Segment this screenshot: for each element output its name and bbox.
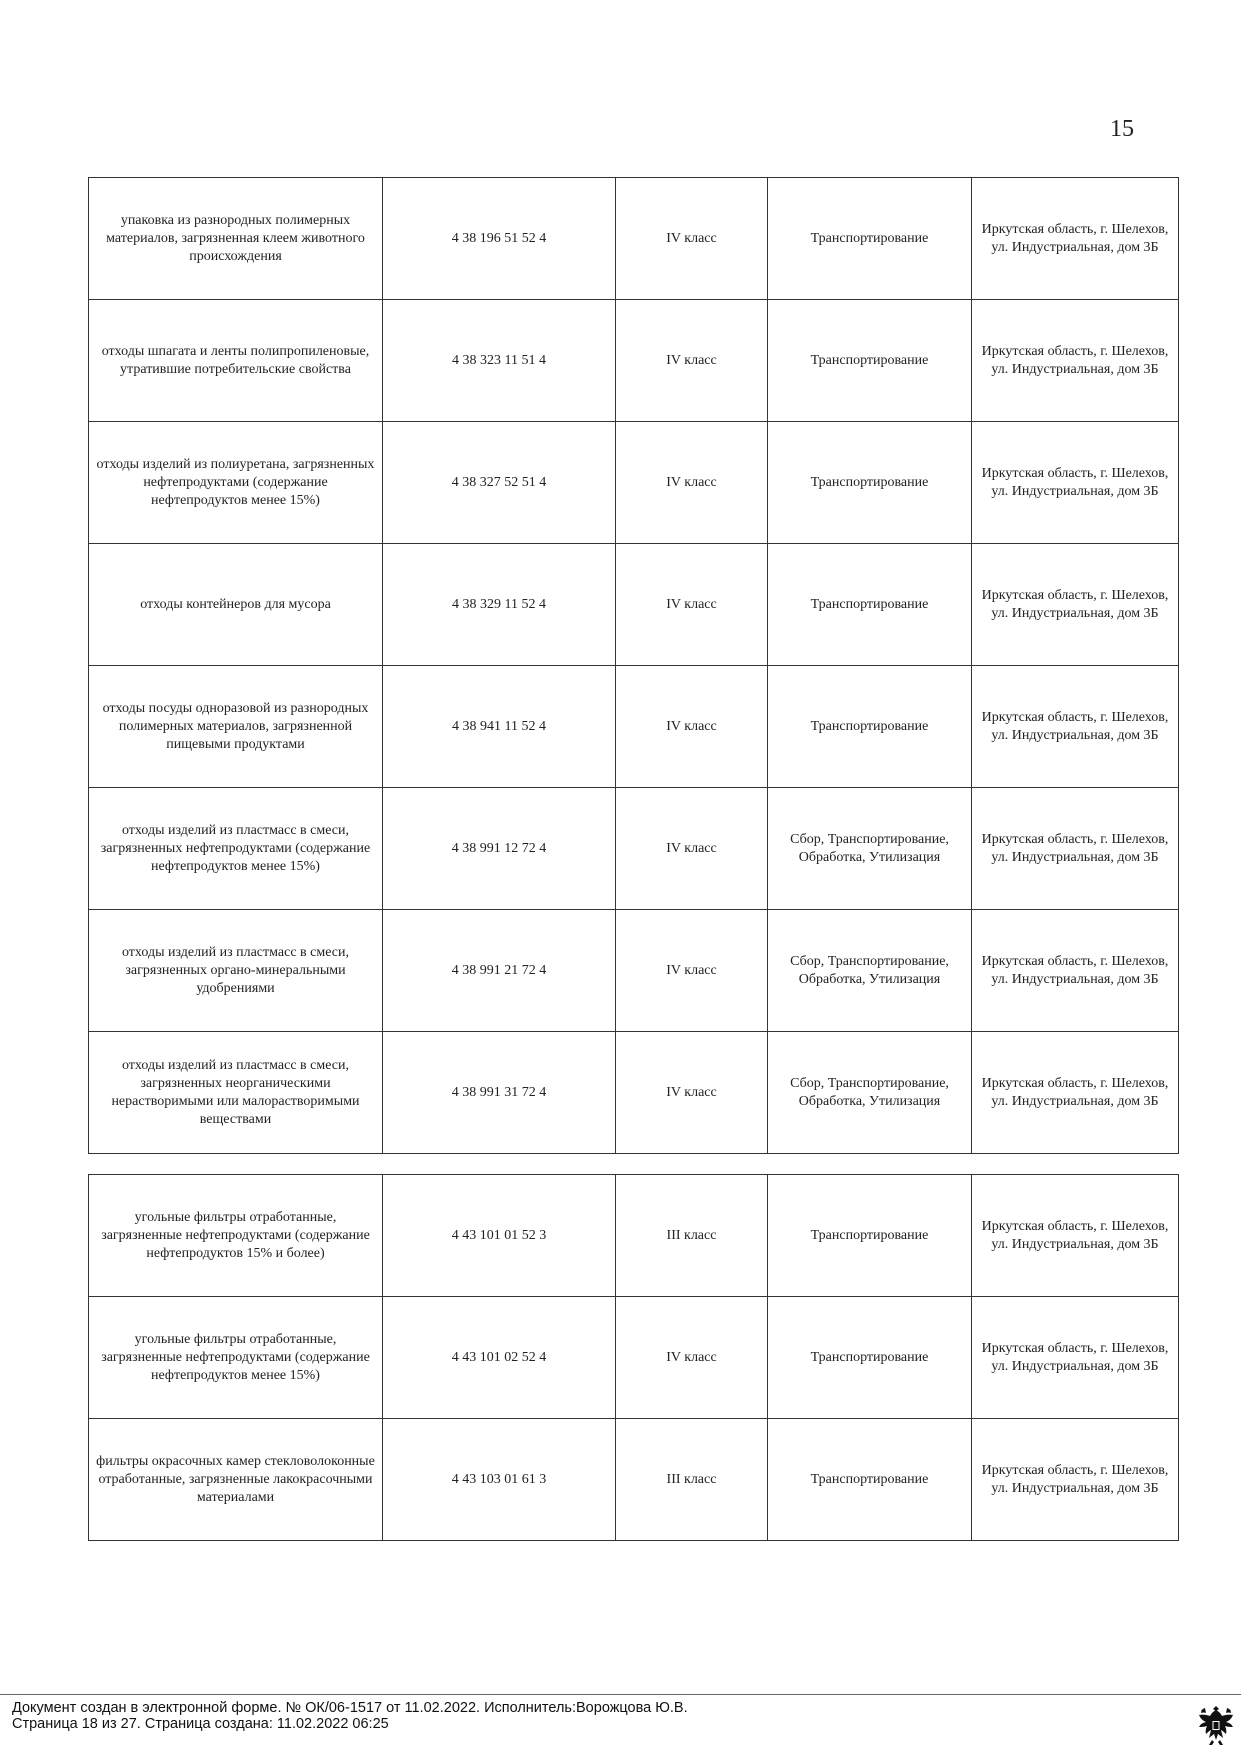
- fkko-code-cell: 4 38 327 52 51 4: [383, 422, 616, 544]
- activity-type-cell: Сбор, Транспортирование, Обработка, Утилизация: [768, 788, 972, 910]
- activity-type-cell: Транспортирование: [768, 1175, 972, 1297]
- hazard-class-cell: IV класс: [616, 544, 768, 666]
- hazard-class-cell: IV класс: [616, 300, 768, 422]
- address-cell: Иркутская область, г. Шелехов, ул. Индустриальная, дом 3Б: [972, 788, 1179, 910]
- waste-name-cell: угольные фильтры отработанные, загрязненные нефтепродуктами (содержание нефтепродуктов 15% и более): [89, 1175, 383, 1297]
- address-cell: Иркутская область, г. Шелехов, ул. Индустриальная, дом 3Б: [972, 1297, 1179, 1419]
- hazard-class-cell: III класс: [616, 1175, 768, 1297]
- activity-type-cell: Транспортирование: [768, 422, 972, 544]
- fkko-code-cell: 4 38 329 11 52 4: [383, 544, 616, 666]
- table-row: [89, 1419, 1179, 1541]
- waste-name-cell: отходы шпагата и ленты полипропиленовые, утратившие потребительские свойства: [89, 300, 383, 422]
- hazard-class-cell: IV класс: [616, 1032, 768, 1154]
- table-row: [89, 1175, 1179, 1297]
- table-row: [89, 300, 1179, 422]
- hazard-class-cell: IV класс: [616, 178, 768, 300]
- hazard-class-cell: IV класс: [616, 1297, 768, 1419]
- fkko-code-cell: 4 43 101 02 52 4: [383, 1297, 616, 1419]
- fkko-code-cell: 4 38 323 11 51 4: [383, 300, 616, 422]
- address-cell: Иркутская область, г. Шелехов, ул. Индустриальная, дом 3Б: [972, 178, 1179, 300]
- activity-type-cell: Сбор, Транспортирование, Обработка, Утилизация: [768, 1032, 972, 1154]
- waste-name-cell: отходы изделий из пластмасс в смеси, загрязненных нефтепродуктами (содержание нефтепродуктов менее 15%): [89, 788, 383, 910]
- address-cell: Иркутская область, г. Шелехов, ул. Индустриальная, дом 3Б: [972, 1032, 1179, 1154]
- waste-name-cell: отходы посуды одноразовой из разнородных полимерных материалов, загрязненной пищевыми продуктами: [89, 666, 383, 788]
- activity-type-cell: Транспортирование: [768, 1297, 972, 1419]
- fkko-code-cell: 4 43 101 01 52 3: [383, 1175, 616, 1297]
- address-cell: Иркутская область, г. Шелехов, ул. Индустриальная, дом 3Б: [972, 300, 1179, 422]
- table-row: [89, 788, 1179, 910]
- address-cell: Иркутская область, г. Шелехов, ул. Индустриальная, дом 3Б: [972, 666, 1179, 788]
- address-cell: Иркутская область, г. Шелехов, ул. Индустриальная, дом 3Б: [972, 1419, 1179, 1541]
- document-footer: [12, 1700, 688, 1732]
- hazard-class-cell: IV класс: [616, 788, 768, 910]
- waste-name-cell: отходы изделий из пластмасс в смеси, загрязненных органо-минеральными удобрениями: [89, 910, 383, 1032]
- footer-line-2: Страница 18 из 27. Страница создана: 11.02.2022 06:25: [12, 1716, 389, 1732]
- table-row: [89, 1297, 1179, 1419]
- fkko-code-cell: 4 38 196 51 52 4: [383, 178, 616, 300]
- waste-table-continued: [88, 1174, 1179, 1541]
- fkko-code-cell: 4 38 991 21 72 4: [383, 910, 616, 1032]
- fkko-code-cell: 4 43 103 01 61 3: [383, 1419, 616, 1541]
- activity-type-cell: Транспортирование: [768, 300, 972, 422]
- table-row: [89, 1032, 1179, 1154]
- double-headed-eagle-icon: [1196, 1700, 1236, 1748]
- table-row: [89, 422, 1179, 544]
- waste-name-cell: отходы изделий из пластмасс в смеси, загрязненных неорганическими нерастворимыми или малорастворимыми веществами: [89, 1032, 383, 1154]
- footer-line-1: Документ создан в электронной форме. № ОК/06-1517 от 11.02.2022. Исполнитель:Ворожцова Ю.В.: [12, 1700, 688, 1716]
- activity-type-cell: Транспортирование: [768, 544, 972, 666]
- fkko-code-cell: 4 38 941 11 52 4: [383, 666, 616, 788]
- activity-type-cell: Сбор, Транспортирование, Обработка, Утилизация: [768, 910, 972, 1032]
- address-cell: Иркутская область, г. Шелехов, ул. Индустриальная, дом 3Б: [972, 422, 1179, 544]
- waste-name-cell: фильтры окрасочных камер стекловолоконные отработанные, загрязненные лакокрасочными материалами: [89, 1419, 383, 1541]
- waste-name-cell: отходы изделий из полиуретана, загрязненных нефтепродуктами (содержание нефтепродуктов менее 15%): [89, 422, 383, 544]
- waste-name-cell: угольные фильтры отработанные, загрязненные нефтепродуктами (содержание нефтепродуктов менее 15%): [89, 1297, 383, 1419]
- fkko-code-cell: 4 38 991 12 72 4: [383, 788, 616, 910]
- activity-type-cell: Транспортирование: [768, 178, 972, 300]
- hazard-class-cell: IV класс: [616, 666, 768, 788]
- address-cell: Иркутская область, г. Шелехов, ул. Индустриальная, дом 3Б: [972, 544, 1179, 666]
- hazard-class-cell: IV класс: [616, 910, 768, 1032]
- activity-type-cell: Транспортирование: [768, 666, 972, 788]
- waste-table: [88, 177, 1179, 1154]
- page-number: 15: [1110, 116, 1134, 142]
- fkko-code-cell: 4 38 991 31 72 4: [383, 1032, 616, 1154]
- activity-type-cell: Транспортирование: [768, 1419, 972, 1541]
- table-row: [89, 178, 1179, 300]
- address-cell: Иркутская область, г. Шелехов, ул. Индустриальная, дом 3Б: [972, 1175, 1179, 1297]
- address-cell: Иркутская область, г. Шелехов, ул. Индустриальная, дом 3Б: [972, 910, 1179, 1032]
- table-row: [89, 666, 1179, 788]
- waste-name-cell: отходы контейнеров для мусора: [89, 544, 383, 666]
- table-row: [89, 544, 1179, 666]
- hazard-class-cell: IV класс: [616, 422, 768, 544]
- waste-name-cell: упаковка из разнородных полимерных материалов, загрязненная клеем животного происхождения: [89, 178, 383, 300]
- footer-divider: [0, 1694, 1241, 1695]
- table-row: [89, 910, 1179, 1032]
- hazard-class-cell: III класс: [616, 1419, 768, 1541]
